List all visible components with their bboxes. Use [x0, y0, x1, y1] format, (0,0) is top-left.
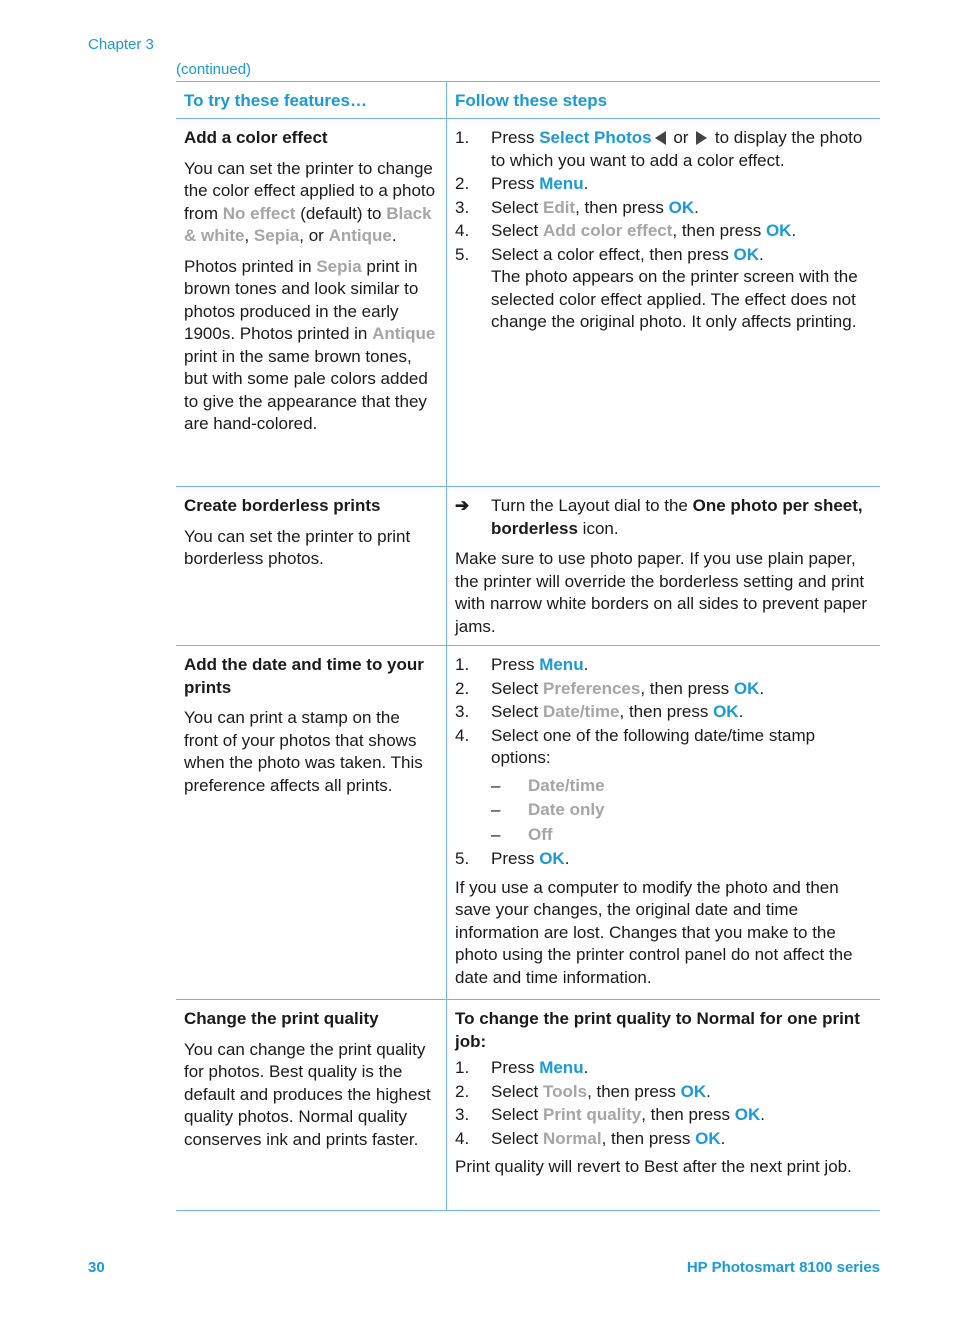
feature-title: Add a color effect: [184, 128, 328, 147]
list-item: 4. Select one of the following date/time stamp options: – Date/time – Date only – Off: [455, 725, 872, 847]
options-list: [491, 774, 872, 847]
feature-title: Change the print quality: [184, 1009, 379, 1028]
list-item: 2. Select Preferences, then press OK.: [455, 678, 765, 698]
feature-description: You can change the print quality for photos. Best quality is the default and produces the highest quality photos. Normal quality conserves ink and prints faster.: [184, 1039, 431, 1149]
list-item: 1. Press Menu.: [455, 1058, 589, 1077]
option-item: – Date/time: [491, 775, 605, 795]
page-number: 30: [88, 1259, 105, 1276]
column-header-features: To try these features…: [184, 91, 367, 110]
feature-description: You can set the printer to print borderless photos.: [184, 526, 411, 568]
list-item: 3. Select Edit, then press OK.: [455, 197, 699, 217]
option-item: – Date only: [491, 800, 605, 819]
list-item: 4. Select Normal, then press OK.: [455, 1128, 726, 1148]
steps-list: [455, 127, 872, 334]
steps-heading: To change the print quality to Normal for one print job:: [455, 1009, 860, 1051]
table-header-row: [176, 82, 880, 119]
feature-description: You can set the printer to change the color effect applied to a photo from No effect (default) to Black & white, Sepia, or Antique.: [184, 158, 436, 245]
product-title: HP Photosmart 8100 series: [686, 1259, 880, 1276]
table-row: [176, 1000, 880, 1211]
feature-title: Add the date and time to your prints: [184, 655, 424, 697]
continued-label: (continued): [176, 61, 252, 78]
arrow-icon: ➔: [455, 496, 470, 515]
step-result: The photo appears on the printer screen with the selected color effect applied. The effect does not change the original photo. It only affects printing.: [491, 267, 858, 331]
feature-description-more: Photos printed in Sepia print in brown tones and look similar to photos produced in the early 1900s. Photos printed in Antique print in the same brown tones, but with some pale colors added to give the appearance that they are hand-colored.: [184, 256, 436, 433]
list-item: 2. Select Tools, then press OK.: [455, 1081, 711, 1101]
feature-note: Make sure to use photo paper. If you use plain paper, the printer will override the borderless setting and print with narrow white borders on all sides to prevent paper jams.: [455, 549, 867, 636]
column-header-steps: Follow these steps: [455, 91, 608, 110]
arrow-step: ➔ Turn the Layout dial to the One photo per sheet, borderless icon.: [455, 496, 863, 538]
feature-title: Create borderless prints: [184, 496, 381, 515]
steps-list: [455, 654, 872, 871]
table-row: [176, 487, 880, 646]
list-item: 1. Press Select Photos or to display the photo to which you want to add a color effect.: [455, 128, 863, 170]
feature-note: Print quality will revert to Best after the next print job.: [455, 1157, 852, 1176]
list-item: 2. Press Menu.: [455, 174, 589, 193]
list-item: 5. Press OK.: [455, 849, 570, 868]
list-item: 5. Select a color effect, then press OK. The photo appears on the printer screen with the selected color effect applied. The effect does not change the original photo. It only affects printing.: [455, 244, 858, 331]
list-item: 3. Select Print quality, then press OK.: [455, 1105, 766, 1124]
right-triangle-icon: [696, 131, 707, 145]
list-item: 4. Select Add color effect, then press OK.: [455, 221, 797, 240]
chapter-label: Chapter 3: [88, 36, 154, 53]
feature-description: You can print a stamp on the front of your photos that shows when the photo was taken. This preference affects all prints.: [184, 708, 423, 795]
steps-list: [455, 1057, 872, 1150]
list-item: 3. Select Date/time, then press OK.: [455, 702, 744, 721]
table-row: [176, 646, 880, 1000]
feature-note: If you use a computer to modify the photo and then save your changes, the original date and time information are lost. Changes that you make to the photo using the printer control panel do not affect the date and time information.: [455, 877, 853, 987]
left-triangle-icon: [655, 131, 666, 145]
table-row: [176, 119, 880, 487]
option-item: – Off: [491, 824, 553, 844]
list-item: 1. Press Menu.: [455, 655, 589, 674]
features-table: [176, 81, 880, 1211]
